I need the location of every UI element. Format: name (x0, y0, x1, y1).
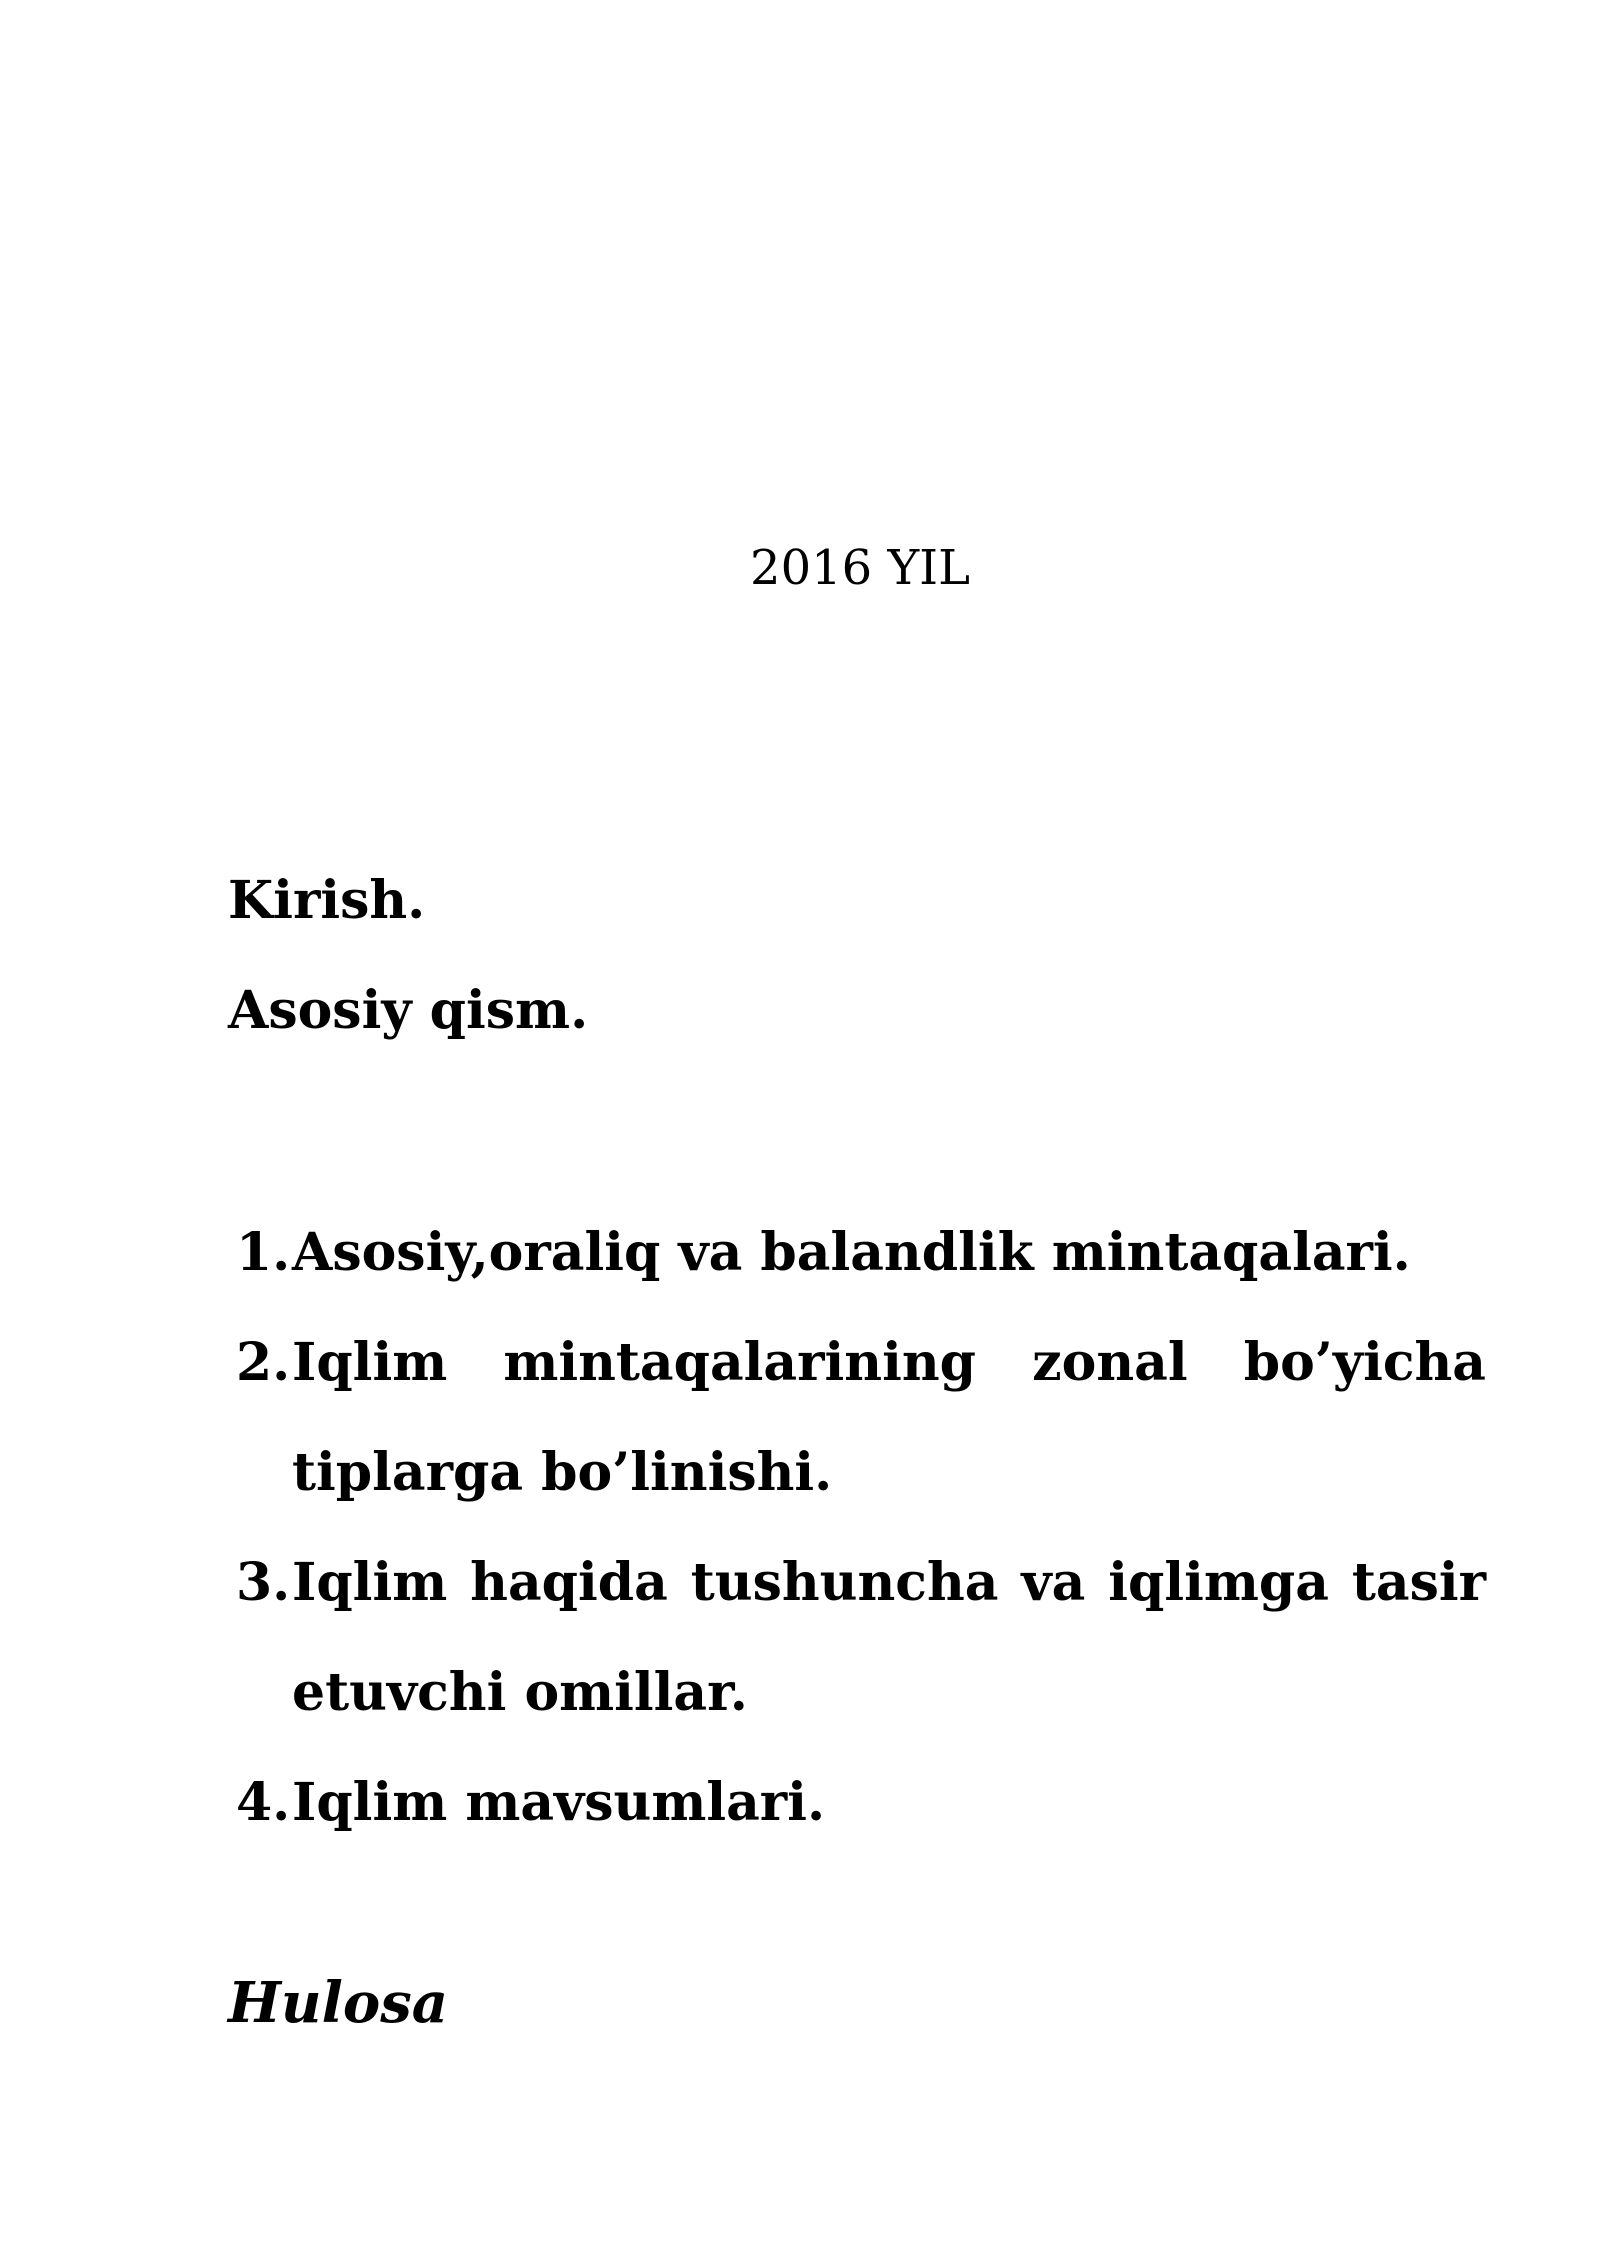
toc-item-number: 2. (236, 1332, 291, 1393)
table-of-contents (236, 1198, 1486, 1858)
conclusion-heading: Hulosa (228, 1970, 449, 2036)
toc-item (236, 1198, 1486, 1308)
toc-item-text: Asosiy,oraliq va balandlik mintaqalari. (292, 1222, 1411, 1283)
toc-item-number: 3. (236, 1552, 291, 1613)
toc-item (236, 1308, 1486, 1528)
main-part-heading: Asosiy qism. (228, 980, 589, 1041)
toc-item-number: 1. (236, 1222, 291, 1283)
toc-item-number: 4. (236, 1772, 291, 1833)
toc-item-text: Iqlim mintaqalarining zonal bo’yicha tiplarga bo’linishi. (292, 1332, 1486, 1503)
toc-item (236, 1528, 1486, 1748)
year-label: 2016 YIL (750, 540, 970, 596)
toc-item-text: Iqlim haqida tushuncha va iqlimga tasir etuvchi omillar. (292, 1552, 1486, 1723)
toc-item (236, 1748, 1486, 1858)
intro-heading: Kirish. (228, 870, 426, 931)
toc-item-text: Iqlim mavsumlari. (292, 1772, 826, 1833)
